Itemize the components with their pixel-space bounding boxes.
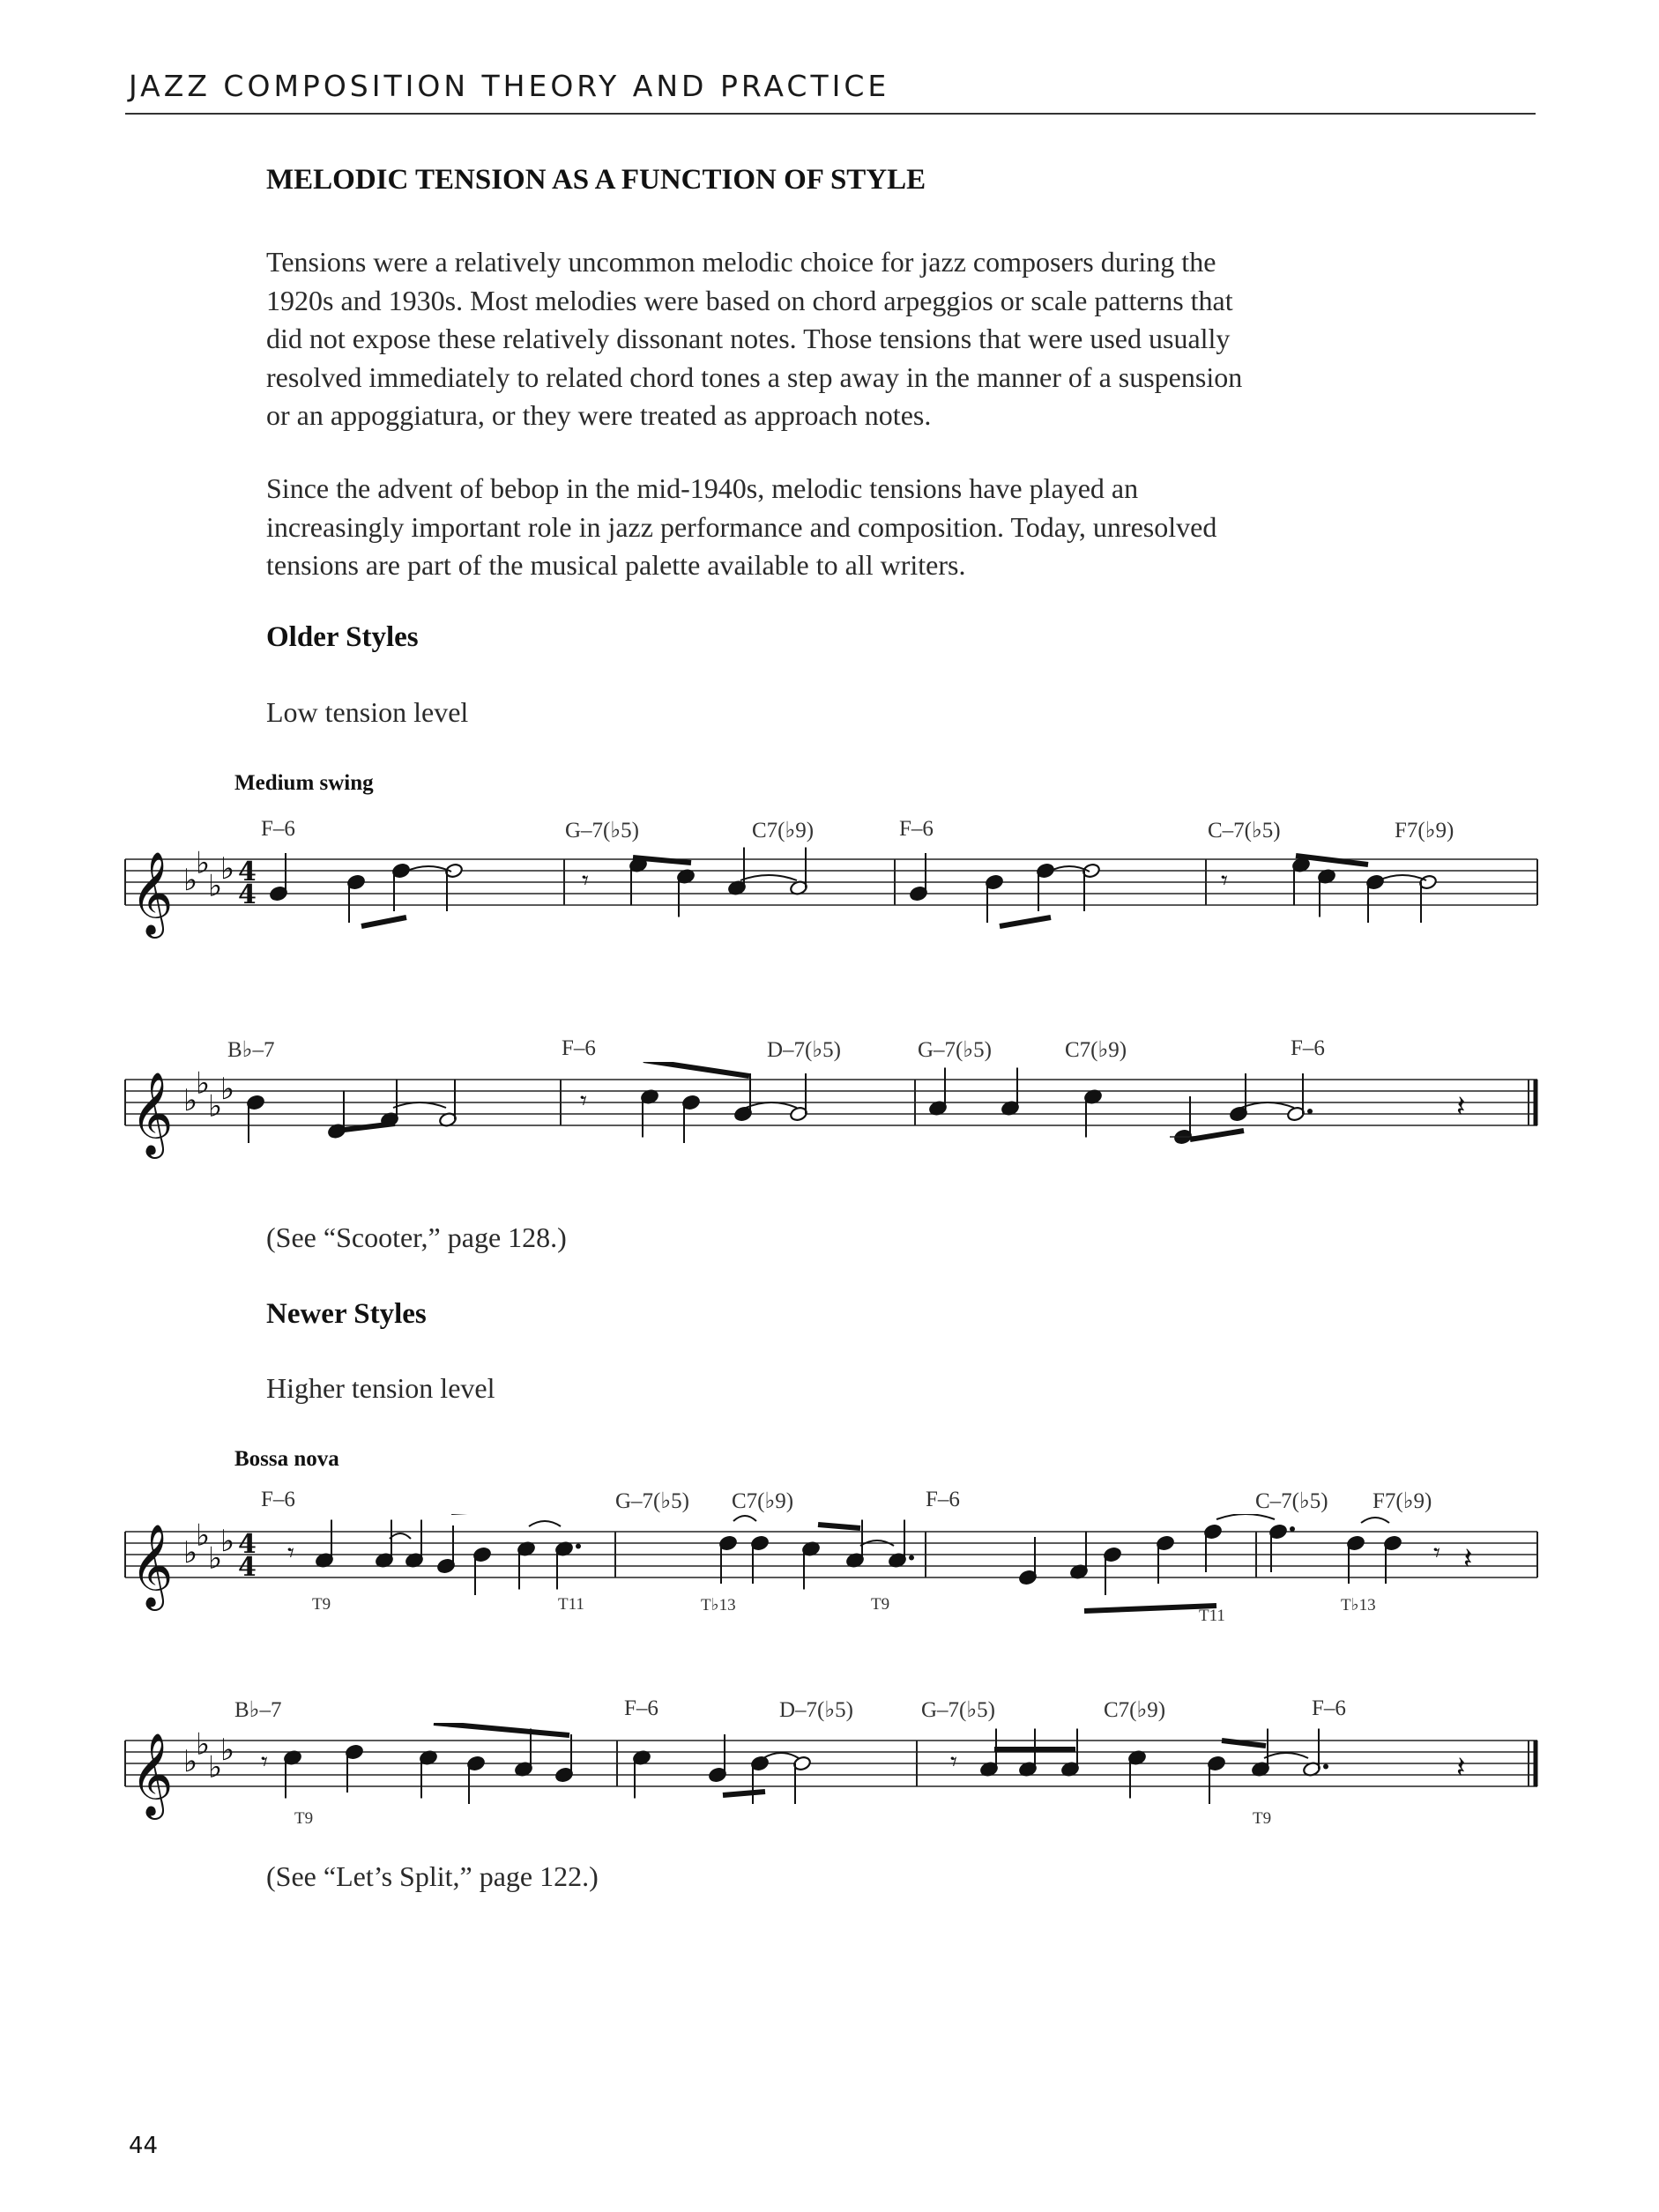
tie [390, 1533, 411, 1539]
beam [1190, 1131, 1244, 1139]
chord-symbol: F–6 [261, 817, 295, 841]
music-staff-older-1 [0, 842, 1659, 947]
chord-symbol: F–6 [562, 1036, 596, 1060]
eighth-rest-icon: 𝄾 [261, 1747, 268, 1778]
beam [1000, 917, 1051, 926]
flat-icon: ♭ [208, 1088, 223, 1125]
flat-icon: ♭ [220, 1524, 235, 1559]
tension-label: T9 [312, 1595, 331, 1614]
beam [361, 917, 406, 926]
flat-icon: ♭ [208, 1749, 223, 1785]
time-signature: 4 [238, 857, 257, 887]
newer-styles-caption: Higher tension level [266, 1372, 495, 1404]
chord-symbol: G–7(♭5) [565, 819, 639, 842]
treble-clef-icon: 𝄞 [130, 1072, 174, 1155]
page-number: 44 [129, 2133, 159, 2159]
tie [740, 875, 797, 880]
section-title: MELODIC TENSION AS A FUNCTION OF STYLE [266, 164, 926, 196]
tie [763, 1753, 799, 1758]
chord-symbol: C7(♭9) [732, 1489, 794, 1513]
flat-icon: ♭ [196, 1726, 211, 1763]
older-tempo-marking: Medium swing [234, 771, 374, 795]
chord-symbol: C7(♭9) [1104, 1698, 1166, 1722]
newer-tempo-marking: Bossa nova [234, 1447, 339, 1471]
tension-label: T♭13 [1341, 1596, 1376, 1614]
chord-symbol: G–7(♭5) [921, 1698, 995, 1722]
tie [529, 1521, 561, 1526]
tension-label: T9 [294, 1809, 314, 1828]
beam [644, 1062, 749, 1076]
beam [1084, 1606, 1216, 1611]
paragraph-1-line: resolved immediately to related chord tones a step away in the manner of a suspension [266, 360, 1243, 393]
tie [1361, 1518, 1389, 1523]
chord-symbol: C–7(♭5) [1208, 819, 1281, 842]
tie [1264, 1753, 1308, 1758]
older-styles-heading: Older Styles [266, 621, 419, 653]
quarter-rest-icon: 𝄽 [1456, 1750, 1466, 1785]
time-signature: 4 [238, 1529, 257, 1560]
paragraph-1-line: did not expose these relatively dissonant notes. Those tensions that were used usually [266, 323, 1231, 354]
tie [1379, 875, 1426, 880]
flat-icon: ♭ [208, 868, 223, 904]
chord-symbol: G–7(♭5) [615, 1489, 689, 1513]
older-styles-caption: Low tension level [266, 696, 469, 728]
treble-clef-icon: 𝄞 [130, 851, 174, 935]
tension-label: T11 [1199, 1607, 1225, 1625]
music-staff-newer-2 [0, 1723, 1659, 1829]
tension-label: T11 [558, 1595, 584, 1614]
chord-symbol: F–6 [899, 817, 934, 841]
tie [1216, 1514, 1275, 1519]
time-signature: 4 [238, 880, 257, 910]
beam [1222, 1741, 1266, 1746]
tie [1241, 1102, 1294, 1108]
chord-symbol: F7(♭9) [1395, 819, 1454, 842]
eighth-rest-icon: 𝄾 [950, 1747, 957, 1778]
flat-icon: ♭ [183, 1535, 198, 1570]
music-staff-newer-1 [0, 1514, 1659, 1620]
quarter-rest-icon: 𝄽 [1456, 1089, 1466, 1125]
paragraph-2-line: increasingly important role in jazz performance and composition. Today, unresolved [266, 510, 1217, 543]
flat-icon: ♭ [196, 1518, 211, 1554]
eighth-rest-icon: 𝄾 [1221, 865, 1228, 896]
flat-icon: ♭ [196, 845, 211, 881]
newer-reference: (See “Let’s Split,” page 122.) [266, 1860, 599, 1892]
flat-icon: ♭ [208, 1540, 223, 1577]
tension-label: T9 [871, 1595, 890, 1614]
chord-symbol: C7(♭9) [752, 819, 815, 842]
flat-icon: ♭ [196, 1065, 211, 1102]
beam [344, 1124, 395, 1130]
running-head: JAZZ COMPOSITION THEORY AND PRACTICE [129, 69, 890, 103]
dot [1290, 1526, 1295, 1532]
treble-clef-icon: 𝄞 [130, 1524, 174, 1607]
flat-icon: ♭ [220, 1733, 235, 1768]
tie [746, 1102, 797, 1108]
paragraph-1-line: or an appoggiatura, or they were treated as approach notes. [266, 399, 932, 431]
chord-symbol: D–7(♭5) [767, 1038, 841, 1062]
paragraph-2 [266, 470, 1439, 585]
older-reference: (See “Scooter,” page 128.) [266, 1221, 567, 1253]
chord-symbol: F–6 [1312, 1696, 1346, 1720]
quarter-rest-icon: 𝄽 [1463, 1541, 1473, 1577]
dot [1307, 1109, 1313, 1114]
tension-label: T9 [1253, 1809, 1272, 1828]
eighth-rest-icon: 𝄾 [287, 1538, 294, 1569]
chord-symbol: F–6 [1291, 1036, 1325, 1060]
chord-symbol: D–7(♭5) [779, 1698, 853, 1722]
tension-label: T♭13 [701, 1596, 736, 1614]
chord-symbol: C–7(♭5) [1255, 1489, 1328, 1513]
flat-icon: ♭ [220, 1072, 235, 1107]
beam [434, 1723, 569, 1735]
beam [723, 1792, 765, 1795]
flat-icon: ♭ [183, 863, 198, 898]
paragraph-2-line: Since the advent of bebop in the mid-1940s, melodic tensions have played an [266, 472, 1139, 504]
chord-symbol: F–6 [261, 1488, 295, 1511]
chord-symbol: F7(♭9) [1373, 1489, 1432, 1513]
eighth-rest-icon: 𝄾 [582, 865, 589, 896]
music-staff-older-2 [0, 1062, 1659, 1168]
newer-styles-heading: Newer Styles [266, 1298, 427, 1330]
paragraph-1 [266, 243, 1439, 435]
tie [733, 1516, 756, 1521]
time-signature: 4 [238, 1552, 257, 1583]
beam [818, 1525, 860, 1528]
flat-icon: ♭ [183, 1083, 198, 1118]
chord-symbol: C7(♭9) [1065, 1038, 1127, 1062]
chord-symbol: B♭–7 [234, 1698, 282, 1722]
dot [1323, 1764, 1328, 1770]
chord-symbol: G–7(♭5) [918, 1038, 992, 1062]
flat-icon: ♭ [183, 1744, 198, 1779]
eighth-rest-icon: 𝄾 [580, 1086, 587, 1117]
paragraph-1-line: Tensions were a relatively uncommon melodic choice for jazz composers during the [266, 246, 1216, 278]
paragraph-1-line: 1920s and 1930s. Most melodies were based on chord arpeggios or scale patterns that [266, 284, 1233, 316]
treble-clef-icon: 𝄞 [130, 1733, 174, 1816]
flat-icon: ♭ [220, 851, 235, 887]
tie [393, 1102, 446, 1108]
chord-symbol: F–6 [624, 1696, 658, 1720]
eighth-rest-icon: 𝄾 [1433, 1538, 1440, 1569]
chord-symbol: F–6 [926, 1488, 960, 1511]
header-rule [125, 113, 1536, 115]
dot [909, 1555, 914, 1561]
dot [576, 1544, 581, 1549]
chord-symbol: B♭–7 [227, 1038, 275, 1062]
paragraph-2-line: tensions are part of the musical palette available to all writers. [266, 549, 966, 581]
